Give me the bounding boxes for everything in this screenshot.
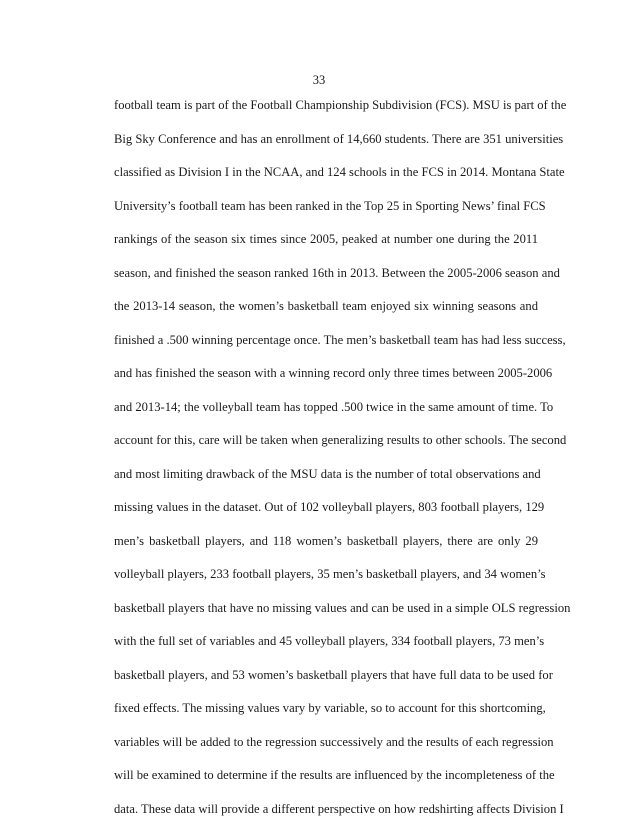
text-line: basketball players, and 53 women’s basketball players that have full data to be used for [114,667,538,701]
page-number: 33 [0,72,638,88]
text-line: account for this, care will be taken when generalizing results to other schools. The second [114,432,538,466]
text-line: missing values in the dataset. Out of 102 volleyball players, 803 football players, 129 [114,499,538,533]
text-line: football team is part of the Football Championship Subdivision (FCS). MSU is part of the [114,97,538,131]
body-paragraph [114,97,538,834]
text-line: finished a .500 winning percentage once. The men’s basketball team has had less success, [114,332,538,366]
text-line: rankings of the season six times since 2005, peaked at number one during the 2011 [114,231,538,265]
text-line: University’s football team has been ranked in the Top 25 in Sporting News’ final FCS [114,198,538,232]
text-line: will be examined to determine if the results are influenced by the incompleteness of the [114,767,538,801]
text-line: Big Sky Conference and has an enrollment of 14,660 students. There are 351 universities [114,131,538,165]
text-line: the 2013-14 season, the women’s basketball team enjoyed six winning seasons and [114,298,538,332]
text-line: data. These data will provide a different perspective on how redshirting affects Division I [114,801,538,834]
text-line: fixed effects. The missing values vary by variable, so to account for this shortcoming, [114,700,538,734]
text-line: volleyball players, 233 football players, 35 men’s basketball players, and 34 women’s [114,566,538,600]
text-line: classified as Division I in the NCAA, and 124 schools in the FCS in 2014. Montana State [114,164,538,198]
text-line: season, and finished the season ranked 16th in 2013. Between the 2005-2006 season and [114,265,538,299]
text-line: and 2013-14; the volleyball team has topped .500 twice in the same amount of time. To [114,399,538,433]
text-line: with the full set of variables and 45 volleyball players, 334 football players, 73 men’s [114,633,538,667]
text-line: and most limiting drawback of the MSU data is the number of total observations and [114,466,538,500]
text-line: and has finished the season with a winning record only three times between 2005-2006 [114,365,538,399]
text-line: variables will be added to the regression successively and the results of each regression [114,734,538,768]
text-line: basketball players that have no missing values and can be used in a simple OLS regression [114,600,538,634]
text-line: men’s basketball players, and 118 women’s basketball players, there are only 29 [114,533,538,567]
